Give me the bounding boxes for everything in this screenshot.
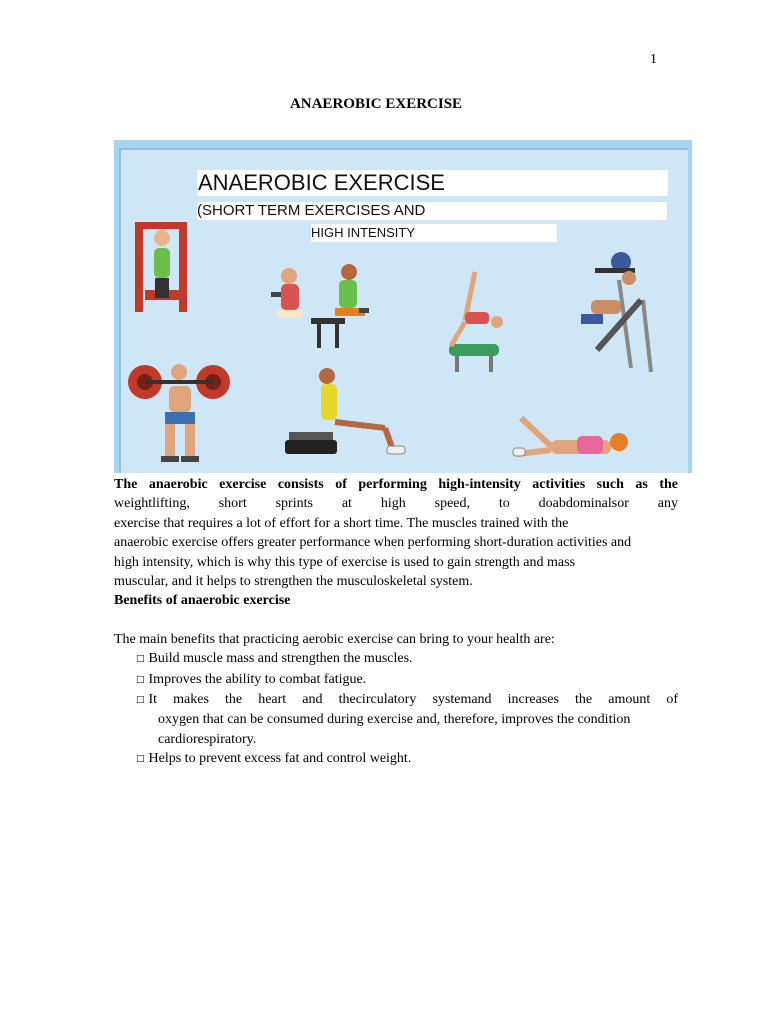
page-number: 1 — [650, 52, 657, 67]
benefit-text: It makes the heart and thecirculatory systemand increases the amount of — [148, 692, 678, 708]
chest-press-machine-icon — [135, 222, 187, 312]
paragraph-line: anaerobic exercise offers greater performance when performing short-duration activities and — [114, 535, 632, 551]
paragraph-line: muscular, and it helps to strengthen the musculoskeletal system. — [114, 574, 473, 590]
benefit-item — [114, 749, 678, 769]
paragraph-line: high intensity, which is why this type of exercise is used to gain strength and mass — [114, 554, 576, 570]
benefit-item — [114, 649, 678, 669]
checkbox-bullet-icon: □ — [136, 754, 145, 765]
benefit-item-continuation: cardiorespiratory. — [158, 731, 257, 747]
weightlifter-squat-icon — [128, 364, 230, 462]
paragraph-line: exercise that requires a lot of effort for a short time. The muscles trained with the — [114, 515, 569, 531]
dumbbell-curl-couple-icon — [271, 264, 369, 348]
figure-panel — [119, 148, 688, 473]
paragraph-line: The anaerobic exercise consists of performing high-intensity activities such as the — [114, 477, 678, 492]
exercise-illustrations — [121, 150, 690, 473]
benefit-item — [114, 670, 678, 690]
checkbox-bullet-icon: □ — [136, 654, 145, 665]
incline-bench-press-icon — [581, 252, 651, 372]
gymnast-pommel-horse-icon — [449, 272, 503, 372]
benefit-text: Improves the ability to combat fatigue. — [148, 671, 367, 687]
benefits-intro: The main benefits that practicing aerobic exercise can bring to your health are: — [114, 631, 555, 647]
leg-raise-icon — [513, 418, 628, 456]
benefit-text: Build muscle mass and strengthen the muscles. — [148, 651, 413, 667]
step-dips-icon — [285, 368, 405, 454]
benefit-text: Helps to prevent excess fat and control weight. — [148, 751, 412, 767]
benefit-item — [114, 690, 678, 710]
checkbox-bullet-icon: □ — [136, 674, 145, 685]
paragraph-line: weightlifting, short sprints at high speed, to doabdominalsor any — [114, 496, 678, 512]
body-text — [114, 475, 678, 770]
figure-banner-title: ANAEROBIC EXERCISE — [197, 170, 668, 196]
anaerobic-exercise-figure — [114, 140, 692, 473]
checkbox-bullet-icon: □ — [136, 695, 145, 706]
benefits-heading: Benefits of anaerobic exercise — [114, 593, 291, 609]
benefit-item-continuation: oxygen that can be consumed during exercise and, therefore, improves the condition — [158, 712, 631, 728]
figure-banner-subtitle-2: HIGH INTENSITY — [311, 224, 557, 242]
figure-banner-subtitle: (SHORT TERM EXERCISES AND — [197, 202, 667, 220]
document-title: ANAEROBIC EXERCISE — [289, 96, 463, 112]
